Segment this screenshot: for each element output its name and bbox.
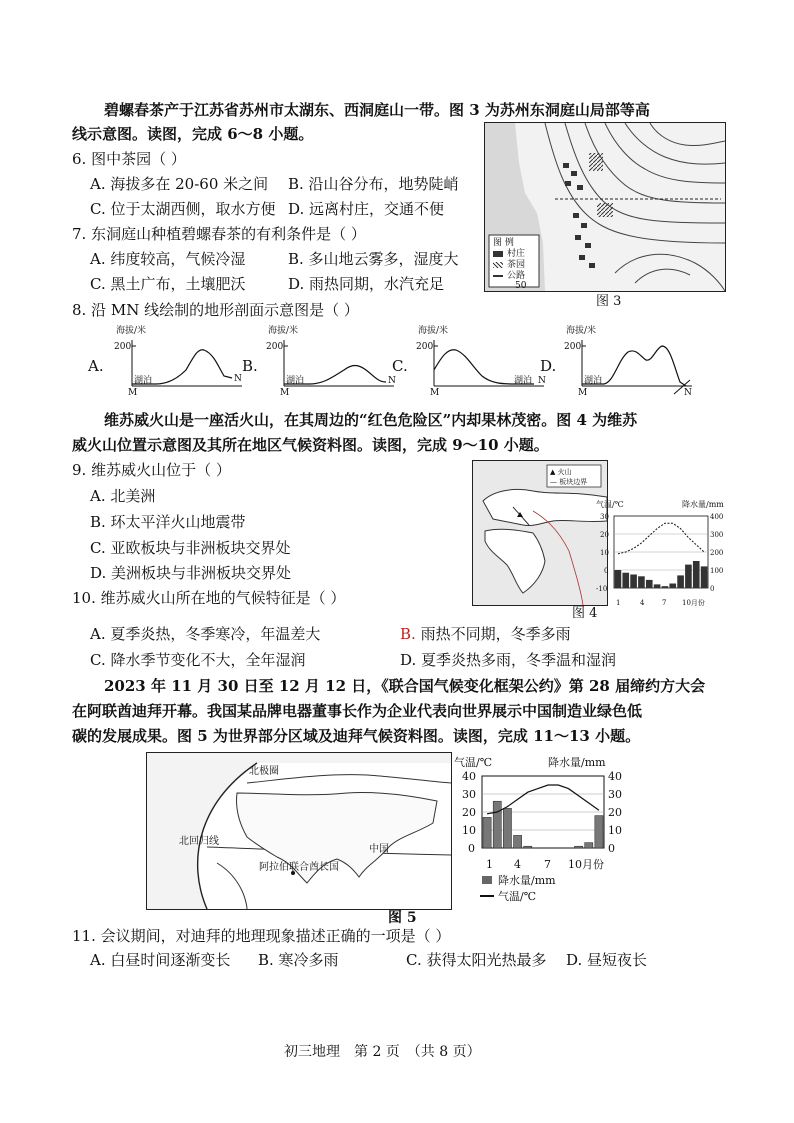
fig4-plot-area — [596, 500, 736, 608]
q10-option-b-letter: B. — [400, 625, 416, 643]
fig4-legend-volcano: ▲ 火山 — [550, 468, 572, 476]
fig4-precip-bar — [630, 575, 637, 589]
q10-option-d: D. 夏季炎热多雨，冬季温和湿润 — [400, 651, 617, 669]
q7-option-d: D. 雨热同期，水汽充足 — [288, 275, 445, 293]
intro-1-line-1: 碧螺春茶产于江苏省苏州市太湖东、西洞庭山一带。图 3 为苏州东洞庭山局部等高 — [104, 101, 650, 119]
q6-option-b: B. 沿山谷分布，地势陡峭 — [288, 175, 459, 193]
q11-option-c: C. 获得太阳光热最多 — [406, 951, 547, 969]
profile-a-m: M — [128, 388, 138, 398]
fig5-precip-bar — [595, 816, 603, 848]
profile-b — [258, 326, 398, 398]
fig5-right-tick-1: 30 — [608, 788, 622, 801]
fig5-precip-bar — [503, 808, 511, 848]
profile-c-ytick: 200 — [416, 342, 434, 352]
q7-option-c: C. 黑土广布，土壤肥沃 — [90, 275, 246, 293]
q10-option-b-text: 雨热不同期，冬季多雨 — [415, 625, 571, 643]
fig5-legend-prec-swatch — [482, 876, 492, 884]
intro-3-line-2: 在阿联酋迪拜开幕。我国某品牌电器董事长作为企业代表向世界展示中国制造业绿色低 — [72, 702, 643, 720]
profile-b-m: M — [280, 388, 290, 398]
profile-a — [106, 326, 246, 398]
fig5-left-tick-1: 30 — [462, 788, 476, 801]
q8-option-c: C. — [392, 357, 408, 375]
fig5-tropic-cancer: 北回归线 — [179, 836, 219, 847]
q7-option-a: A. 纬度较高，气候冷湿 — [90, 250, 246, 268]
page-footer: 初三地理 第 2 页 （共 8 页） — [284, 1044, 481, 1060]
q10-option-a: A. 夏季炎热，冬季寒冷，年温差大 — [90, 625, 321, 643]
fig4-precip-bar — [654, 584, 661, 588]
profile-d-ylabel: 海拔/米 — [566, 326, 597, 336]
fig4-precip-bar — [646, 580, 653, 588]
q11-option-b: B. 寒冷多雨 — [258, 951, 339, 969]
fig4-prec-tick-4: 0 — [710, 585, 715, 593]
q8-option-d: D. — [540, 357, 557, 375]
profile-b-ytick: 200 — [266, 342, 284, 352]
fig5-month-10: 10月份 — [568, 858, 604, 871]
fig4-prec-tick-0: 400 — [710, 513, 724, 521]
fig5-month-7: 7 — [544, 858, 551, 871]
profile-c-lake: 湖泊 — [514, 376, 533, 386]
q8-option-a: A. — [88, 357, 104, 375]
fig4-legend-boundary: — 板块边界 — [550, 478, 588, 486]
fig5-precip-bar — [575, 846, 583, 848]
fig4-month-1: 1 — [616, 599, 621, 607]
q8-stem: 8. 沿 MN 线绘制的地形剖面示意图是（ ） — [72, 301, 359, 319]
intro-2-line-1: 维苏威火山是一座活火山，在其周边的“红色危险区”内却果林茂密。图 4 为维苏 — [104, 411, 638, 429]
profile-b-lake: 湖泊 — [286, 376, 305, 386]
figure-4-climate-chart — [596, 500, 736, 608]
fig4-precip-bar — [701, 566, 708, 588]
fig5-temp-label: 气温/℃ — [454, 756, 493, 769]
fig5-precip-bar — [514, 835, 522, 848]
q6-option-d: D. 远离村庄，交通不便 — [288, 200, 445, 218]
fig5-legend-temp: 气温/℃ — [498, 890, 537, 903]
fig4-precip-bar — [669, 584, 676, 589]
fig5-left-tick-2: 20 — [462, 806, 476, 819]
fig4-precip-bar — [662, 586, 669, 588]
fig4-precip-bar — [693, 561, 700, 588]
fig3-legend-contour: 50 — [515, 281, 527, 291]
fig5-precip-bar — [483, 817, 491, 848]
figure-4-map — [472, 460, 608, 606]
fig4-precip-bar — [677, 575, 684, 588]
intro-3-line-3: 碳的发展成果。图 5 为世界部分区域及迪拜气候资料图。读图，完成 11～13 小题。 — [72, 727, 641, 745]
intro-3-line-1: 2023 年 11 月 30 日至 12 月 12 日，《联合国气候变化框架公约》第 28 届缔约方大会 — [104, 677, 706, 695]
q9-option-b: B. 环太平洋火山地震带 — [90, 513, 246, 531]
fig4-temp-tick-2: 10 — [600, 549, 609, 557]
q8-option-b: B. — [242, 357, 258, 375]
fig5-right-tick-2: 20 — [608, 806, 622, 819]
q9-option-c: C. 亚欧板块与非洲板块交界处 — [90, 539, 291, 557]
q11-option-d: D. 昼短夜长 — [566, 951, 648, 969]
fig5-legend-temp-swatch — [480, 895, 494, 897]
fig4-prec-label: 降水量/mm — [682, 500, 724, 509]
fig5-china-label: 中国 — [369, 844, 389, 855]
fig5-month-1: 1 — [486, 858, 493, 871]
profile-d-m: M — [578, 388, 588, 398]
q6-stem: 6. 图中茶园（ ） — [72, 150, 186, 168]
fig4-temp-line — [618, 523, 704, 554]
fig5-prec-label: 降水量/mm — [548, 756, 606, 769]
intro-2-line-2: 威火山位置示意图及其所在地区气候资料图。读图，完成 9～10 小题。 — [72, 436, 549, 454]
fig4-temp-tick-0: 30 — [600, 513, 609, 521]
fig4-month-10: 10月份 — [682, 599, 705, 607]
q6-option-a: A. 海拔多在 20-60 米之间 — [90, 175, 269, 193]
profile-c — [408, 326, 548, 398]
fig5-month-4: 4 — [514, 858, 521, 871]
q9-option-d: D. 美洲板块与非洲板块交界处 — [90, 564, 292, 582]
fig5-left-tick-0: 40 — [462, 770, 476, 783]
profile-d — [556, 326, 696, 398]
fig5-left-tick-3: 10 — [462, 824, 476, 837]
fig4-precip-bar — [615, 570, 622, 588]
fig4-precip-bar — [622, 573, 629, 588]
figure-3-caption: 图 3 — [596, 294, 622, 309]
road-legend-icon — [493, 275, 503, 277]
q10-stem: 10. 维苏威火山所在地的气候特征是（ ） — [72, 589, 346, 607]
fig5-left-tick-4: 0 — [468, 842, 475, 855]
figure-5-world-map — [146, 752, 452, 910]
village-legend-icon — [493, 251, 503, 257]
profile-a-ylabel: 海拔/米 — [116, 326, 147, 336]
profile-d-ytick: 200 — [564, 342, 582, 352]
fig4-temp-tick-3: 0 — [604, 567, 609, 575]
figure-4-caption: 图 4 — [572, 606, 598, 621]
profile-b-ylabel: 海拔/米 — [268, 326, 299, 336]
fig4-precip-bar — [685, 565, 692, 588]
fig3-legend-tea: 茶园 — [507, 260, 526, 270]
tea-garden-legend-icon — [493, 262, 503, 268]
profile-c-ylabel: 海拔/米 — [418, 326, 449, 336]
profile-b-n: N — [388, 376, 396, 386]
fig3-legend-road: 公路 — [507, 271, 526, 281]
profile-d-lake: 湖泊 — [584, 376, 603, 386]
fig5-precip-bar — [493, 801, 501, 848]
q7-option-b: B. 多山地云雾多，湿度大 — [288, 250, 459, 268]
q11-option-a: A. 白昼时间逐渐变长 — [90, 951, 231, 969]
fig3-legend-title: 图 例 — [493, 238, 514, 248]
profile-c-n: N — [538, 376, 546, 386]
profile-a-lake: 湖泊 — [134, 376, 153, 386]
q11-stem: 11. 会议期间，对迪拜的地理现象描述正确的一项是（ ） — [72, 927, 451, 945]
profile-c-m: M — [430, 388, 440, 398]
q6-option-c: C. 位于太湖西侧，取水方便 — [90, 200, 276, 218]
fig4-temp-tick-1: 20 — [600, 531, 609, 539]
fig4-prec-tick-1: 300 — [710, 531, 724, 539]
figure-5-climate-chart — [452, 756, 632, 908]
fig3-legend-village: 村庄 — [507, 249, 526, 259]
intro-1-line-2: 线示意图。读图，完成 6～8 小题。 — [72, 125, 314, 143]
profile-d-n: N — [684, 388, 692, 398]
q10-option-c: C. 降水季节变化不大，全年湿润 — [90, 651, 306, 669]
fig4-precip-bar — [638, 576, 645, 588]
fig5-right-tick-0: 40 — [608, 770, 622, 783]
fig5-legend-prec: 降水量/mm — [498, 874, 556, 887]
fig5-right-tick-3: 10 — [608, 824, 622, 837]
profile-a-ytick: 200 — [114, 342, 132, 352]
profile-a-n: N — [234, 374, 242, 384]
fig5-precip-bar — [524, 846, 532, 848]
fig4-prec-tick-3: 100 — [710, 567, 724, 575]
fig5-arctic-circle: 北极圈 — [249, 766, 279, 777]
fig5-precip-bar — [585, 843, 593, 848]
fig5-uae-label: 阿拉伯联合酋长国 — [259, 862, 339, 873]
q7-stem: 7. 东洞庭山种植碧螺春茶的有利条件是（ ） — [72, 225, 366, 243]
figure-5-caption: 图 5 — [388, 910, 417, 926]
fig4-month-7: 7 — [662, 599, 667, 607]
figure-3-contour-map — [484, 122, 726, 292]
q9-stem: 9. 维苏威火山位于（ ） — [72, 461, 231, 479]
q10-option-b — [400, 624, 571, 644]
fig4-month-4: 4 — [640, 599, 645, 607]
fig4-temp-label: 气温/℃ — [596, 500, 624, 509]
fig5-right-tick-4: 0 — [608, 842, 615, 855]
fig4-temp-tick-4: -10 — [596, 585, 608, 593]
fig4-prec-tick-2: 200 — [710, 549, 724, 557]
q9-option-a: A. 北美洲 — [90, 487, 156, 505]
